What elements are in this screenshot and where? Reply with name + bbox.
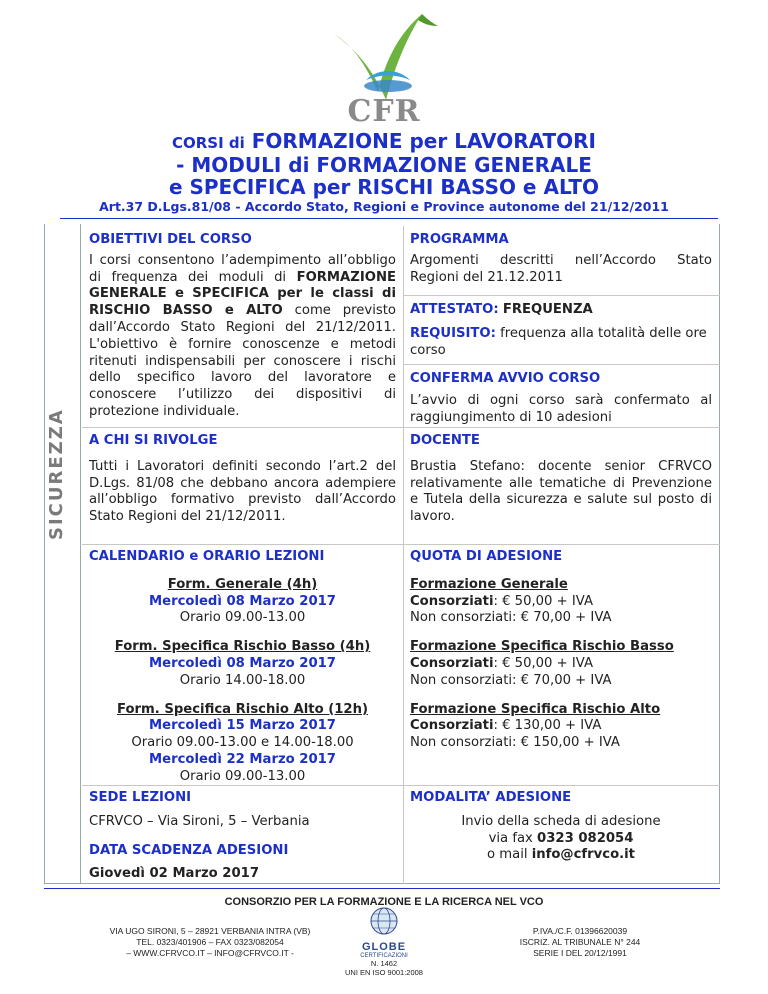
cal-alto-date1: Mercoledì 15 Marzo 2017: [149, 718, 336, 734]
globe-certification: [340, 906, 428, 990]
quota-alto-title: Formazione Specifica Rischio Alto: [410, 701, 661, 717]
title-line1: FORMAZIONE per LAVORATORI: [251, 129, 597, 153]
iso-label: UNI EN ISO 9001:2008: [345, 968, 423, 977]
quota-cons-label: Consorziati: [410, 593, 494, 609]
calendario-heading: CALENDARIO e ORARIO LEZIONI: [89, 549, 325, 564]
sede-heading: SEDE LEZIONI: [89, 790, 192, 805]
modalita-heading: MODALITA’ ADESIONE: [410, 790, 572, 805]
docente-section: [410, 433, 712, 526]
obiettivi-section: [89, 232, 396, 421]
footer-left3[interactable]: – WWW.CFRVCO.IT – INFO@CFRVCO.IT -: [126, 948, 294, 958]
programma-text: Argomenti descritti nell’Accordo Stato Regioni del 21.12.2011: [410, 252, 712, 285]
docente-text: Brustia Stefano: docente senior CFRVCO relativamente alle tematiche di Prevenzione e Tutela della sicurezza e salute sul posto di lavoro.: [410, 458, 712, 525]
calendario-basso: [89, 639, 396, 689]
programma-heading: PROGRAMMA: [410, 232, 509, 247]
quota-basso-cons: : € 50,00 + IVA: [493, 655, 593, 671]
attestato-section: [410, 302, 712, 359]
quota-gen-title: Formazione Generale: [410, 576, 568, 592]
quota-section: [410, 549, 712, 752]
quota-basso: [410, 639, 712, 689]
footer-divider: [44, 888, 720, 889]
quota-cons-label: Consorziati: [410, 655, 494, 671]
cal-gen-time: Orario 09.00-13.00: [179, 610, 306, 626]
chi-heading: A CHI SI RIVOLGE: [89, 433, 218, 448]
modalita-section: [410, 790, 712, 864]
footer-left2: TEL. 0323/401906 – FAX 0323/082054: [136, 937, 284, 947]
cal-alto-time1: Orario 09.00-13.00 e 14.00-18.00: [131, 735, 354, 751]
quota-cons-label: Consorziati: [410, 718, 494, 734]
quota-gen-non: Non consorziati: € 70,00 + IVA: [410, 610, 612, 626]
footer-registration: [480, 926, 680, 959]
scadenza-heading: DATA SCADENZA ADESIONI: [89, 842, 289, 858]
attestato-label: ATTESTATO:: [410, 302, 499, 317]
title-line3: e SPECIFICA per RISCHI BASSO e ALTO: [168, 175, 600, 199]
requisito-label: REQUISITO:: [410, 325, 496, 341]
cfr-logo: [326, 6, 442, 129]
sidebar: [44, 224, 81, 884]
footer-left1: VIA UGO SIRONI, 5 – 28921 VERBANIA INTRA (VB): [109, 926, 311, 936]
footer-title: CONSORZIO PER LA FORMAZIONE E LA RICERCA NEL VCO: [224, 896, 544, 908]
modalita-mail-prefix: o mail: [487, 847, 532, 863]
row-divider: [82, 427, 720, 428]
row-divider: [404, 295, 720, 296]
cal-alto-time2: Orario 09.00-13.00: [179, 768, 306, 784]
programma-section: [410, 232, 712, 286]
chi-text: Tutti i Lavoratori definiti secondo l’art.2 del D.Lgs. 81/08 che debbano ancora adempiere all’obbligo formativo previsto dall’Accordo Stato Regioni del 21/12/2011.: [89, 458, 396, 525]
quota-heading: QUOTA DI ADESIONE: [410, 549, 563, 564]
quota-alto-cons: : € 130,00 + IVA: [493, 718, 602, 734]
cal-alto-date2: Mercoledì 22 Marzo 2017: [149, 751, 336, 767]
calendario-alto: [89, 702, 396, 786]
calendario-section: [89, 549, 396, 786]
title-small-prefix: CORSI di: [171, 134, 245, 152]
modalita-fax[interactable]: 0323 082054: [537, 830, 634, 846]
obiettivi-text: [89, 253, 396, 421]
conferma-text: L’avvio di ogni corso sarà confermato al raggiungimento di 10 adesioni: [410, 392, 712, 425]
legal-reference: Art.37 D.Lgs.81/08 - Accordo Stato, Regioni e Province autonome del 21/12/2011: [99, 199, 669, 214]
modalita-line1: Invio della scheda di adesione: [461, 813, 661, 829]
calendario-generale: [89, 577, 396, 627]
obiettivi-text-bold: FORMAZIONE GENERALE e SPECIFICA per le classi di RISCHIO BASSO e ALTO: [89, 269, 396, 319]
footer-right1: P.IVA./C.F. 01396620039: [532, 926, 628, 936]
footer-right3: SERIE I DEL 20/12/1991: [533, 948, 627, 958]
sede-section: [89, 790, 396, 883]
cal-basso-time: Orario 14.00-18.00: [179, 672, 306, 688]
obiettivi-heading: OBIETTIVI DEL CORSO: [89, 232, 252, 247]
attestato-value: FREQUENZA: [502, 302, 593, 317]
globe-name: GLOBE: [361, 941, 407, 953]
scadenza-text: Giovedì 02 Marzo 2017: [89, 866, 259, 882]
logo-text: CFR: [347, 94, 421, 129]
requisito-value: frequenza alla totalità delle ore corso: [410, 325, 707, 358]
cal-gen-title: Form. Generale (4h): [167, 576, 318, 592]
cal-basso-title: Form. Specifica Rischio Basso (4h): [114, 639, 371, 655]
title-divider: [60, 218, 718, 219]
row-divider: [82, 544, 720, 545]
quota-generale: [410, 577, 712, 627]
footer-right2: ISCRIZ. AL TRIBUNALE N° 244: [519, 937, 641, 947]
globe-icon: [367, 906, 401, 936]
quota-gen-cons: : € 50,00 + IVA: [493, 593, 593, 609]
quota-basso-non: Non consorziati: € 70,00 + IVA: [410, 672, 612, 688]
modalita-details: [410, 814, 712, 864]
chi-section: [89, 433, 396, 526]
quota-alto-non: Non consorziati: € 150,00 + IVA: [410, 735, 620, 751]
conferma-heading: CONFERMA AVVIO CORSO: [410, 371, 601, 386]
modalita-fax-prefix: via fax: [488, 830, 538, 846]
cfr-logo-mark-icon: [326, 6, 442, 102]
sede-text: CFRVCO – Via Sironi, 5 – Verbania: [89, 813, 310, 829]
page-title: [0, 130, 768, 198]
title-line2: - MODULI di FORMAZIONE GENERALE: [176, 153, 592, 177]
quota-basso-title: Formazione Specifica Rischio Basso: [410, 639, 674, 655]
footer-address: [80, 926, 340, 959]
cal-gen-date: Mercoledì 08 Marzo 2017: [149, 593, 336, 609]
globe-sub: CERTIFICAZIONI: [360, 953, 408, 959]
obiettivi-text-a: I corsi consentono l’adempimento all’obbligo di frequenza dei moduli di: [89, 252, 396, 285]
docente-heading: DOCENTE: [410, 433, 480, 448]
modalita-mail-link[interactable]: info@cfrvco.it: [531, 847, 635, 863]
globe-number: N. 1462: [370, 959, 398, 968]
cal-alto-title: Form. Specifica Rischio Alto (12h): [116, 701, 369, 717]
quota-alto: [410, 702, 712, 752]
cal-basso-date: Mercoledì 08 Marzo 2017: [149, 655, 336, 671]
conferma-section: [410, 371, 712, 426]
row-divider: [404, 364, 720, 365]
obiettivi-text-b: come previsto dall’Accordo Stato Regioni del 21/12/2011. L'obiettivo è fornire conoscenze e metodi ritenuti indispensabili per conoscere i rischi dello specifico lavoro del lavoratore e conoscere l’utilizzo dei dispositivi di protezione individuale.: [89, 303, 396, 419]
sidebar-label: SICUREZZA: [46, 408, 67, 540]
